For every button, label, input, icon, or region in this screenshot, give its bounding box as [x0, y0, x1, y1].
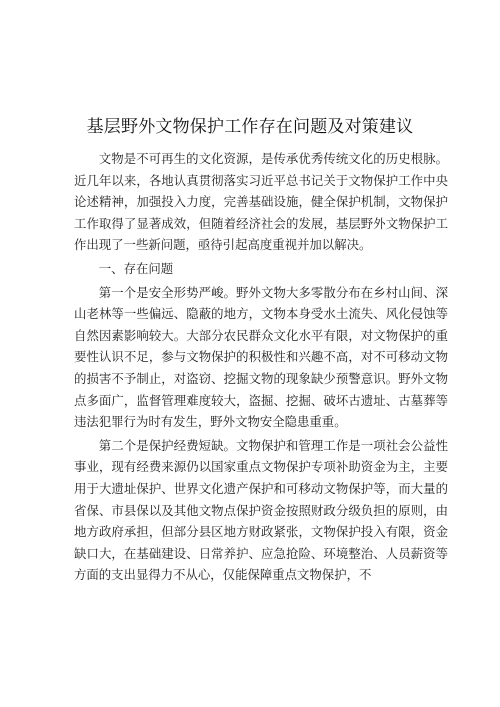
section-heading-problems: 一、存在问题 [98, 260, 174, 276]
document-title: 基层野外文物保护工作存在问题及对策建议 [86, 117, 414, 137]
document-body [74, 148, 448, 588]
paragraph-funding: 第二个是保护经费短缺。文物保护和管理工作是一项社会公益性事业，现有经费来源仍以国家重点文物保护专项补助资金为主，主要用于大遗址保护、世界文化遗产保护和可移动文物保护等，而大量的省保、市县保以及其他文物点保护资金按照财政分级负担的原则，由地方政府承担，但部分县区地方财政紧张，文物保护投入有限，资金缺口大，在基础建设、日常养护、应急抢险、环境整治、人员薪资等方面的支出显得力不从心，仅能保障重点文物保护，不 [74, 437, 448, 583]
paragraph-safety: 第一个是安全形势严峻。野外文物大多零散分布在乡村山间、深山老林等一些偏远、隐蔽的地方，文物本身受水土流失、风化侵蚀等自然因素影响较大。大部分农民群众文化水平有限，对文物保护的重要性认识不足，参与文物保护的积极性和兴趣不高，对不可移动文物的损害不予制止，对盗窃、挖掘文物的现象缺少预警意识。野外文物点多面广，监督管理难度较大，盗掘、挖掘、破坏古遗址、古墓葬等违法犯罪行为时有发生，野外文物安全隐患重重。 [74, 284, 448, 430]
intro-paragraph: 文物是不可再生的文化资源，是传承优秀传统文化的历史根脉。近几年以来，各地认真贯彻落实习近平总书记关于文物保护工作中央论述精神，加强投入力度，完善基础设施，健全保护机制，文物保护工作取得了显著成效，但随着经济社会的发展，基层野外文物保护工作出现了一些新问题，亟待引起高度重视并加以解决。 [74, 151, 448, 253]
